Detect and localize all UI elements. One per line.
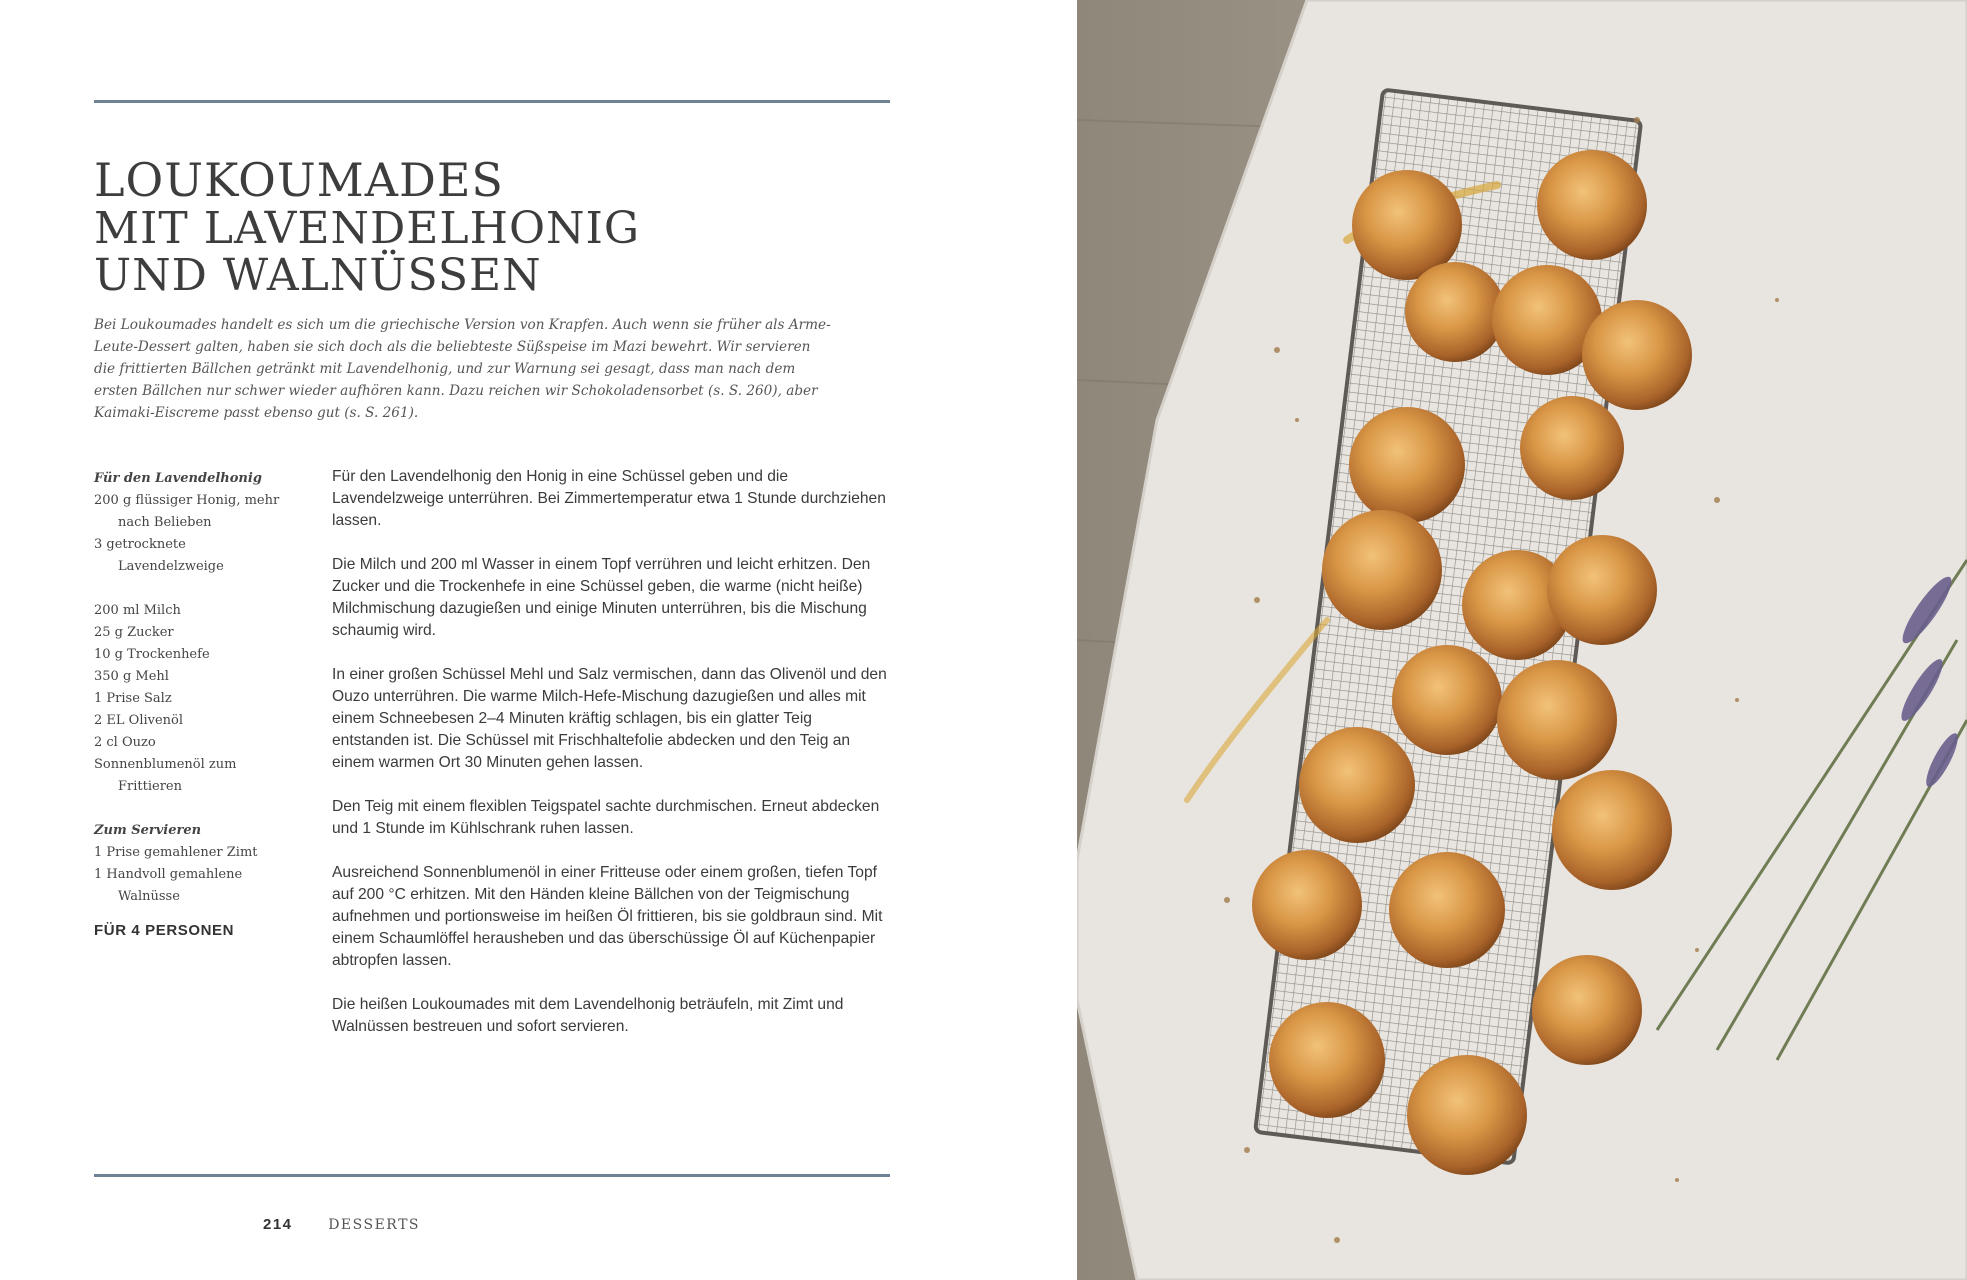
- page-number: 214: [263, 1216, 293, 1233]
- ingredient-item: 200 ml Milch: [94, 603, 181, 618]
- recipe-title: [94, 155, 894, 299]
- ingredient-item: 350 g Mehl: [94, 669, 169, 684]
- method-step: Für den Lavendelhonig den Honig in eine Schüssel geben und die Lavendelzweige unterrühren. Bei Zimmertemperatur etwa 1 Stunde durchziehen lassen.: [332, 468, 886, 529]
- method-step: Ausreichend Sonnenblumenöl in einer Fritteuse oder einem großen, tiefen Topf auf 200 °C erhitzen. Mit den Händen kleine Bällchen von der Teigmischung aufnehmen und portionsweise im heißen Öl frittieren, bis sie goldbraun sind. Mit einem Schaumlöffel herausheben und das überschüssige Öl auf Küchenpapier abtropfen lassen.: [332, 864, 883, 969]
- section-name: DESSERTS: [328, 1217, 421, 1233]
- ingredient-group-title: Für den Lavendelhonig: [94, 471, 262, 486]
- servings-label: FÜR 4 PERSONEN: [94, 922, 235, 939]
- food-photo-illustration: [1077, 0, 1967, 1280]
- ingredient-item: 200 g flüssiger Honig, mehr nach Belieben: [94, 493, 280, 530]
- method-step: In einer großen Schüssel Mehl und Salz vermischen, dann das Olivenöl und den Ouzo unterrühren. Die warme Milch-Hefe-Mischung dazugießen und alles mit einem Schneebesen 2–4 Minuten kräftig schlagen, bis ein glatter Teig entstanden ist. Die Schüssel mit Frischhaltefolie abdecken und den Teig an einem warmen Ort 30 Minuten gehen lassen.: [332, 666, 887, 771]
- ingredient-item: 2 cl Ouzo: [94, 735, 156, 750]
- ingredient-item: 10 g Trockenhefe: [94, 647, 210, 662]
- ingredient-item: 1 Prise gemahlener Zimt: [94, 845, 258, 860]
- loukoumades-photo: [1077, 0, 1967, 1280]
- recipe-intro: Bei Loukoumades handelt es sich um die griechische Version von Krapfen. Auch wenn sie früher als Arme-Leute-Dessert galten, haben sie sich doch als die beliebteste Süßspeise im Mazi bewehrt. Wir servieren die frittierten Bällchen getränkt mit Lavendelhonig, und zur Warnung sei gesagt, dass man nach dem ersten Bällchen nur schwer wieder aufhören kann. Dazu reichen wir Schokoladensorbet (s. S. 260), aber Kaimaki-Eiscreme passt ebenso gut (s. S. 261).: [94, 317, 831, 421]
- top-rule: [94, 100, 890, 103]
- title-line-3: UND WALNÜSSEN: [94, 250, 542, 301]
- method-step: Die Milch und 200 ml Wasser in einem Topf verrühren und leicht erhitzen. Den Zucker und die Trockenhefe in eine Schüssel geben, die warme (nicht heiße) Milchmischung dazugießen und einige Minuten unterrühren, bis die Mischung schaumig wird.: [332, 556, 871, 639]
- ingredient-item: 1 Prise Salz: [94, 691, 172, 706]
- title-line-2: MIT LAVENDELHONIG: [94, 203, 641, 254]
- ingredient-item: 3 getrocknete Lavendelzweige: [94, 537, 224, 574]
- ingredient-list: [94, 468, 294, 942]
- ingredient-item: 2 EL Olivenöl: [94, 713, 184, 728]
- ingredient-item: 25 g Zucker: [94, 625, 174, 640]
- method-steps: [332, 466, 892, 1060]
- page-footer: [263, 1216, 420, 1233]
- method-step: Den Teig mit einem flexiblen Teigspatel sachte durchmischen. Erneut abdecken und 1 Stunde im Kühlschrank ruhen lassen.: [332, 798, 880, 837]
- ingredient-group-title: Zum Servieren: [94, 823, 202, 838]
- title-line-1: LOUKOUMADES: [94, 153, 504, 207]
- ingredient-item: Sonnenblumenöl zum Frittieren: [94, 757, 237, 794]
- bottom-rule: [94, 1174, 890, 1177]
- ingredient-item: 1 Handvoll gemahlene Walnüsse: [94, 867, 243, 904]
- method-step: Die heißen Loukoumades mit dem Lavendelhonig beträufeln, mit Zimt und Walnüssen bestreuen und sofort servieren.: [332, 996, 844, 1035]
